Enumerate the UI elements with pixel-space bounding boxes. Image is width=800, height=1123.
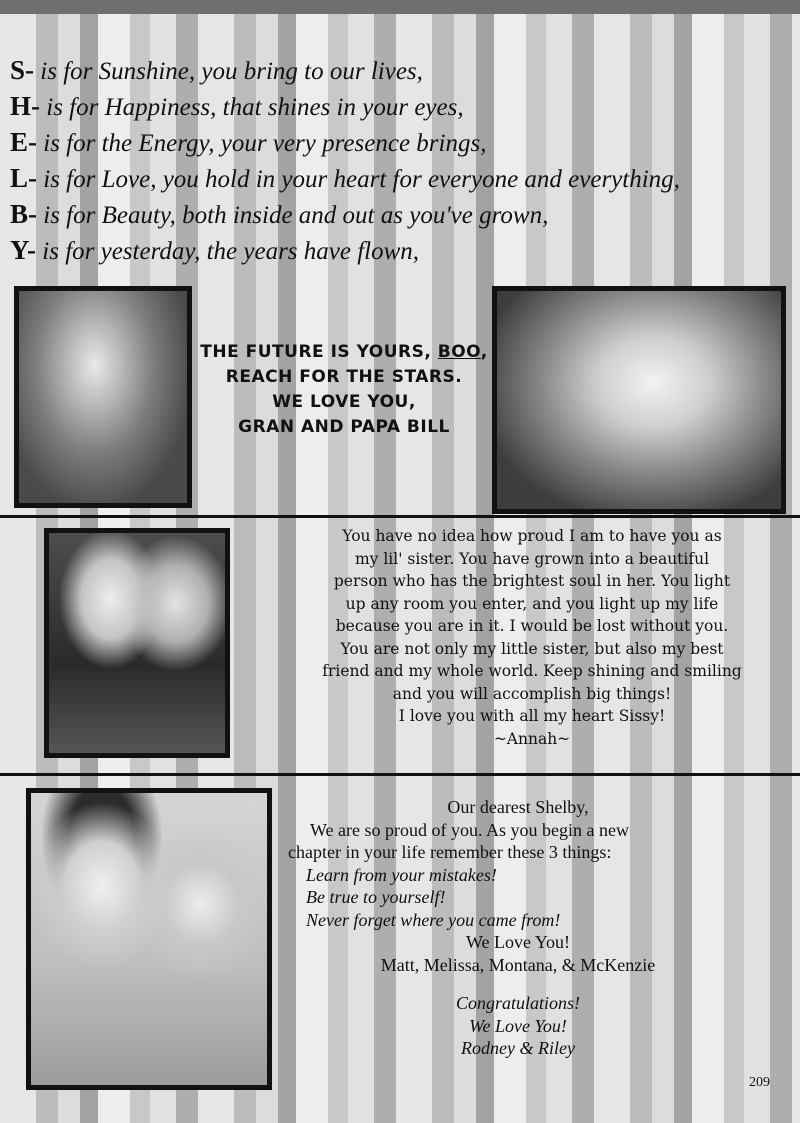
message-signature: GRAN AND PAPA BILL xyxy=(238,417,450,437)
acrostic-text: is for Love, you hold in your heart for everyone and everything, xyxy=(37,166,680,193)
acrostic-letter: L- xyxy=(10,163,37,193)
photo-child-in-flowers xyxy=(14,286,192,508)
section-divider xyxy=(0,515,800,518)
photo-sisters xyxy=(44,528,230,758)
acrostic-line xyxy=(10,52,790,88)
photo-two-girls xyxy=(26,788,272,1090)
acrostic-letter: B- xyxy=(10,199,37,229)
message-line: You are not only my little sister, but also my best xyxy=(340,639,724,658)
acrostic-text: is for Sunshine, you bring to our lives, xyxy=(34,58,423,85)
message-line xyxy=(196,340,492,365)
spacer xyxy=(288,976,748,992)
message-text: THE FUTURE IS YOURS, xyxy=(200,342,438,362)
acrostic-letter: E- xyxy=(10,127,37,157)
message-line: person who has the brightest soul in her. You light xyxy=(333,572,731,590)
message-signature: Rodney & Riley xyxy=(461,1038,575,1058)
acrostic-line xyxy=(10,232,790,268)
family-message xyxy=(288,796,748,1060)
sister-message xyxy=(292,525,772,750)
message-line: and you will accomplish big things! xyxy=(392,684,672,703)
message-item: Never forget where you came from! xyxy=(306,909,561,930)
acrostic-poem xyxy=(10,52,790,268)
message-line: chapter in your life remember these 3 things: xyxy=(288,842,612,862)
acrostic-letter: H- xyxy=(10,91,40,121)
message-line: We Love You! xyxy=(465,932,571,952)
message-signature: ~Annah~ xyxy=(493,729,571,748)
message-greeting: Our dearest Shelby, xyxy=(447,797,589,817)
acrostic-line xyxy=(10,160,790,196)
message-line: You have no idea how proud I am to have you as xyxy=(342,527,722,545)
grandparents-message xyxy=(196,340,492,440)
message-line: We are so proud of you. As you begin a new xyxy=(310,819,629,840)
acrostic-text: is for Beauty, both inside and out as you've grown, xyxy=(37,202,549,229)
nickname-text: BOO xyxy=(437,342,481,362)
message-line: Congratulations! xyxy=(455,993,580,1013)
acrostic-line xyxy=(10,196,790,232)
message-line: I love you with all my heart Sissy! xyxy=(398,707,666,725)
message-line: up any room you enter, and you light up my life xyxy=(345,594,719,613)
photo-senior-portrait xyxy=(492,286,786,514)
section-divider xyxy=(0,773,800,776)
acrostic-line xyxy=(10,88,790,124)
message-line: my lil' sister. You have grown into a beautiful xyxy=(354,549,710,568)
message-line: because you are in it. I would be lost without you. xyxy=(335,617,729,635)
message-line: friend and my whole world. Keep shining and smiling xyxy=(322,662,742,680)
acrostic-letter: Y- xyxy=(10,235,37,265)
page-number: 209 xyxy=(749,1075,770,1090)
message-signature: Matt, Melissa, Montana, & McKenzie xyxy=(380,954,656,975)
message-line: We Love You! xyxy=(469,1015,567,1036)
acrostic-text: is for the Energy, your very presence brings, xyxy=(37,130,487,157)
acrostic-letter: S- xyxy=(10,55,35,85)
message-line: WE LOVE YOU, xyxy=(272,392,416,412)
acrostic-line xyxy=(10,124,790,160)
message-text: , xyxy=(480,342,488,362)
top-edge-shadow xyxy=(0,0,800,14)
acrostic-text: is for Happiness, that shines in your eyes, xyxy=(40,94,464,121)
message-item: Be true to yourself! xyxy=(306,887,446,907)
acrostic-text: is for yesterday, the years have flown, xyxy=(36,238,420,265)
message-item: Learn from your mistakes! xyxy=(306,864,497,885)
message-line: REACH FOR THE STARS. xyxy=(225,367,463,387)
